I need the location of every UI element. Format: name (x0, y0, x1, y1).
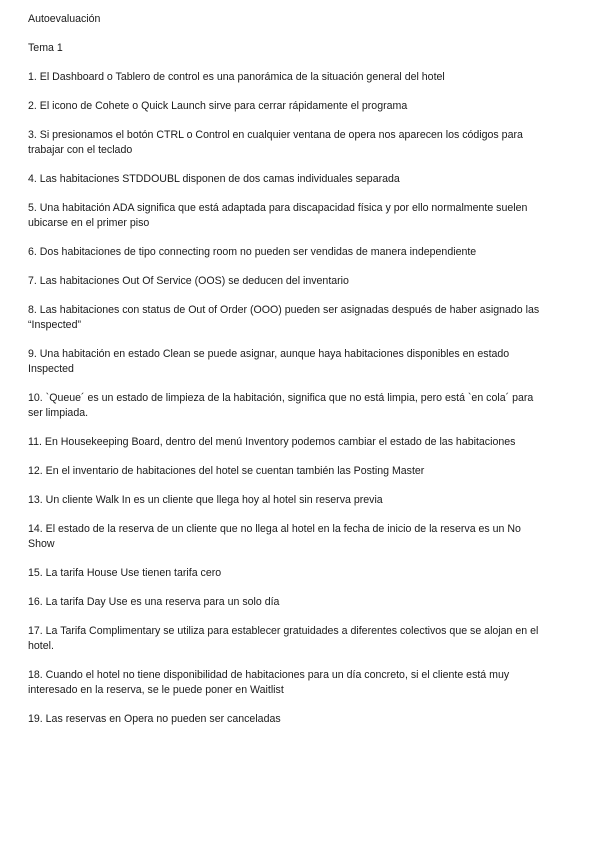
document-page (28, 12, 540, 741)
document-subtitle: Tema 1 (28, 42, 63, 54)
question-item: 17. La Tarifa Complimentary se utiliza para establecer gratuidades a diferentes colectivos que se alojan en el hotel. (28, 625, 539, 652)
question-item: 3. Si presionamos el botón CTRL o Control en cualquier ventana de opera nos aparecen los códigos para trabajar con el teclado (28, 129, 523, 156)
question-item: 9. Una habitación en estado Clean se puede asignar, aunque haya habitaciones disponibles en estado Inspected (28, 348, 510, 375)
question-item: 6. Dos habitaciones de tipo connecting room no pueden ser vendidas de manera independiente (28, 246, 477, 258)
question-item: 5. Una habitación ADA significa que está adaptada para discapacidad física y por ello normalmente suelen ubicarse en el primer piso (28, 202, 528, 229)
question-item: 16. La tarifa Day Use es una reserva para un solo día (28, 596, 280, 608)
question-item: 14. El estado de la reserva de un cliente que no llega al hotel en la fecha de inicio de la reserva es un No Show (28, 523, 521, 550)
question-item: 18. Cuando el hotel no tiene disponibilidad de habitaciones para un día concreto, si el cliente está muy interesado en la reserva, se le puede poner en Waitlist (28, 669, 510, 696)
question-item: 8. Las habitaciones con status de Out of Order (OOO) pueden ser asignadas después de haber asignado las “Inspected” (28, 304, 540, 331)
question-item: 4. Las habitaciones STDDOUBL disponen de dos camas individuales separada (28, 173, 400, 185)
question-item: 7. Las habitaciones Out Of Service (OOS) se deducen del inventario (28, 275, 349, 287)
document-title: Autoevaluación (28, 13, 101, 25)
question-item: 1. El Dashboard o Tablero de control es una panorámica de la situación general del hotel (28, 71, 445, 83)
question-item: 15. La tarifa House Use tienen tarifa cero (28, 567, 222, 579)
question-item: 2. El icono de Cohete o Quick Launch sirve para cerrar rápidamente el programa (28, 100, 408, 112)
question-item: 13. Un cliente Walk In es un cliente que llega hoy al hotel sin reserva previa (28, 494, 383, 506)
question-item: 11. En Housekeeping Board, dentro del menú Inventory podemos cambiar el estado de las habitaciones (28, 436, 516, 448)
question-item: 19. Las reservas en Opera no pueden ser canceladas (28, 713, 281, 725)
question-item: 12. En el inventario de habitaciones del hotel se cuentan también las Posting Master (28, 465, 425, 477)
question-item: 10. `Queue´ es un estado de limpieza de la habitación, significa que no está limpia, pero está `en cola´ para ser limpiada. (28, 392, 534, 419)
